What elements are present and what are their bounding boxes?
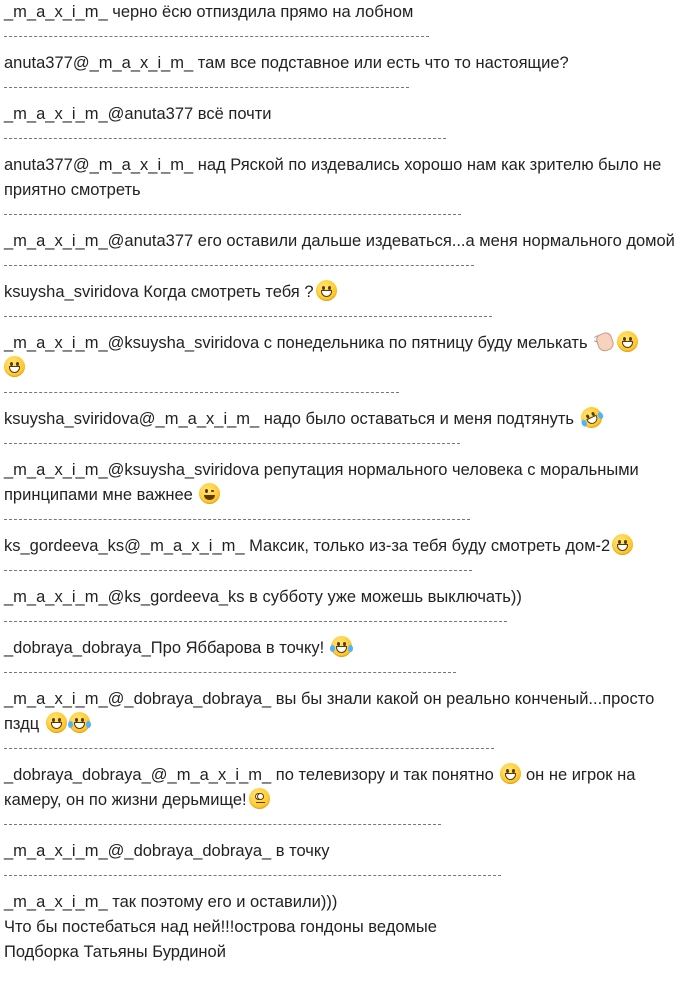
comment-15 — [4, 839, 694, 864]
comment-2 — [4, 51, 694, 76]
comment-text: _dobraya_dobraya_Про Яббарова в точку! — [4, 639, 329, 657]
comment-12 — [4, 636, 694, 661]
comment-text: anuta377@_m_a_x_i_m_ над Ряской по издевались хорошо нам как зрителю было не приятно смотреть — [4, 156, 662, 199]
eye-roll-icon — [249, 788, 270, 809]
comment-16 — [4, 890, 694, 915]
grimace-icon — [612, 534, 633, 555]
comment-text: _m_a_x_i_m_ так поэтому его и оставили))) — [4, 893, 338, 911]
separator — [4, 316, 492, 318]
separator — [4, 443, 460, 445]
separator — [4, 824, 441, 826]
separator — [4, 672, 456, 674]
comment-text: ksuysha_sviridova Когда смотреть тебя ? — [4, 283, 314, 301]
grimace-icon — [617, 331, 638, 352]
comment-text-continued: он не игрок на камеру, он по жизни дерьмище! — [4, 766, 636, 809]
comment-8 — [4, 407, 694, 432]
separator — [4, 87, 409, 89]
grin-sweat-icon — [316, 280, 337, 301]
comment-text: _m_a_x_i_m_@anuta377 всё почти — [4, 105, 272, 123]
comment-9 — [4, 458, 694, 508]
separator — [4, 265, 474, 267]
separator — [4, 621, 507, 623]
comment-10 — [4, 534, 694, 559]
comment-1 — [4, 0, 694, 25]
separator — [4, 570, 472, 572]
waving-hand-icon — [594, 331, 615, 352]
comment-text: _m_a_x_i_m_@ksuysha_sviridova репутация нормального человека с моральными принципами мне важнее — [4, 461, 639, 504]
comment-5 — [4, 229, 694, 254]
comment-text: _m_a_x_i_m_@ks_gordeeva_ks в субботу уже можешь выключать)) — [4, 588, 522, 606]
separator — [4, 875, 501, 877]
rofl-icon — [577, 404, 605, 432]
comment-13 — [4, 687, 694, 737]
footer-credit: Подборка Татьяны Бурдиной — [4, 943, 226, 961]
separator — [4, 392, 399, 394]
comment-text: ksuysha_sviridova@_m_a_x_i_m_ надо было оставаться и меня подтянуть — [4, 410, 579, 428]
comment-11 — [4, 585, 694, 610]
comment-14 — [4, 763, 694, 813]
separator — [4, 214, 461, 216]
separator — [4, 519, 470, 521]
separator — [4, 138, 446, 140]
comment-7 — [4, 331, 694, 381]
comment-text: _dobraya_dobraya_@_m_a_x_i_m_ по телевизору и так понятно — [4, 766, 499, 784]
comment-3 — [4, 102, 694, 127]
grimace-icon — [500, 763, 521, 784]
comment-text: _m_a_x_i_m_ черно ёсю отпиздила прямо на лобном — [4, 3, 414, 21]
comment-text: _m_a_x_i_m_@ksuysha_sviridova с понедельника по пятницу буду мелькать — [4, 334, 593, 352]
separator — [4, 36, 429, 38]
comment-text: anuta377@_m_a_x_i_m_ там все подставное или есть что то настоящие? — [4, 54, 569, 72]
comment-6 — [4, 280, 694, 305]
comment-text: _m_a_x_i_m_@anuta377 его оставили дальше издеваться...а меня нормального домой — [4, 232, 675, 250]
comment-text: ks_gordeeva_ks@_m_a_x_i_m_ Максик, только из-за тебя буду смотреть дом-2 — [4, 537, 611, 555]
comment-text: _m_a_x_i_m_@_dobraya_dobraya_ вы бы знали какой он реально конченый...просто пздц — [4, 690, 655, 733]
separator — [4, 748, 494, 750]
comment-text: _m_a_x_i_m_@_dobraya_dobraya_ в точку — [4, 842, 330, 860]
grimace-icon — [4, 356, 25, 377]
comment-4 — [4, 153, 694, 203]
wink-icon — [199, 483, 220, 504]
comment-thread — [4, 0, 694, 965]
grin-sweat-icon — [46, 712, 67, 733]
footer-line-1: Что бы постебаться над ней!!!острова гондоны ведомые — [4, 918, 437, 936]
joy-icon — [69, 712, 90, 733]
joy-icon — [331, 636, 352, 657]
